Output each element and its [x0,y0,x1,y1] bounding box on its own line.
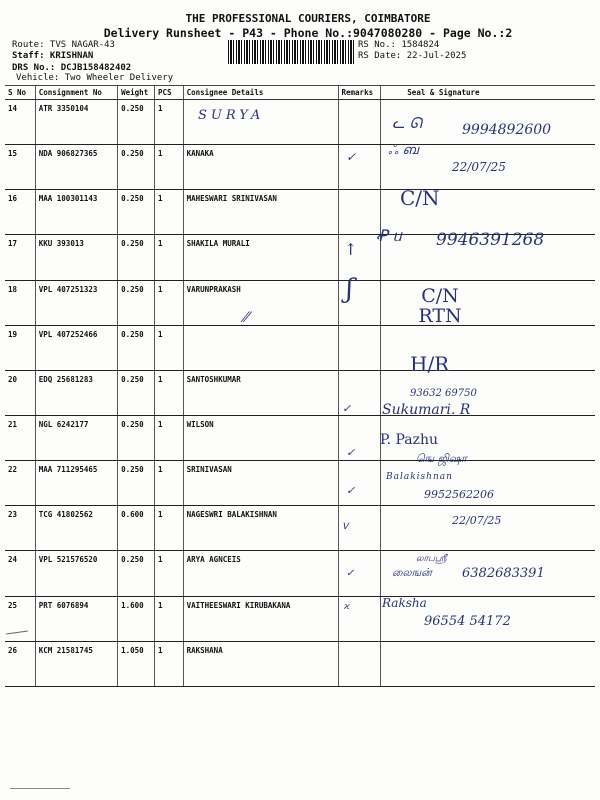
cell-consignment: VPL 407251323 [35,280,117,325]
column-header: Consignee Details [183,86,338,100]
cell-consignee: MAHESWARI SRINIVASAN [183,190,338,235]
handwritten-phone: 96554 54172 [424,614,511,629]
handwritten-remark: H/R [410,352,450,376]
cell-pcs: 1 [154,280,183,325]
cell-sno: 17 [5,235,35,280]
cell-consignment: NDA 906827365 [35,145,117,190]
column-header: PCS [154,86,183,100]
cell-consignee: NAGESWRI BALAKISHNAN [183,506,338,551]
cell-sno: 23 [5,506,35,551]
cell-sno: 20 [5,370,35,415]
drs-number: DRS No.: DCJB158482402 [12,63,132,73]
cell-pcs: 1 [154,461,183,506]
handwritten-signature-icon: ஙெ ஜிஷா [416,452,467,465]
handwritten-signature-icon: ஃ ബ [388,143,418,158]
cell-weight: 0.250 [118,235,155,280]
cell-consignee: ARYA AGNCEIS [183,551,338,596]
cell-consignment: MAA 100301143 [35,190,117,235]
bracket-mark-icon: ʃ [346,274,354,304]
cell-consignment: MAA 711295465 [35,461,117,506]
cell-pcs: 1 [154,415,183,460]
cell-weight: 0.250 [118,145,155,190]
handwritten-signature-icon: Ꝓ ᥙ [376,226,402,245]
cell-signature [381,506,595,551]
cell-pcs: 1 [154,190,183,235]
slash-mark-icon: ⁄⁄ [244,310,249,326]
handwritten-phone: 9952562206 [424,488,494,501]
handwritten-phone: 93632 69750 [410,388,477,399]
cell-consignment: NGL 6242177 [35,415,117,460]
handwritten-name: Balakishnan [386,472,453,482]
cell-sno: 18 [5,280,35,325]
handwritten-date: 22/07/25 [452,514,502,527]
handwritten-signature-icon: லாபஸ்ரீ [416,554,447,564]
table-header-row [5,86,595,100]
table-row [5,461,595,506]
cell-remarks [338,190,381,235]
company-title: THE PROFESSIONAL COURIERS, COIMBATORE [185,12,431,25]
table-row [5,415,595,460]
handwritten-phone: 9994892600 [462,122,552,138]
column-header: S No [5,86,35,100]
tick-mark-icon: ✓ [346,568,355,579]
cell-weight: 0.250 [118,415,155,460]
handwritten-phone: 6382683391 [462,566,545,581]
handwritten-signature-icon: லைஙன் [392,566,432,579]
column-header: Remarks [338,86,381,100]
table-row [5,190,595,235]
cell-remarks [338,325,381,370]
vehicle-label: Vehicle: Two Wheeler Delivery [16,73,174,83]
cell-remarks [338,100,381,145]
cell-consignment: KCM 21581745 [35,641,117,686]
cell-consignee: VARUNPRAKASH [183,280,338,325]
cell-sno: 21 [5,415,35,460]
tick-mark-icon: ✓ [346,150,357,164]
cell-consignment: ATR 3350104 [35,100,117,145]
cell-consignee: SANTOSHKUMAR [183,370,338,415]
handwritten-remark: C/N RTN [418,285,462,327]
cell-consignee: SRINIVASAN [183,461,338,506]
tick-mark-icon: ✓ [346,484,356,497]
table-row [5,641,595,686]
cell-weight: 0.250 [118,551,155,596]
cell-pcs: 1 [154,506,183,551]
cell-weight: 0.250 [118,325,155,370]
arrow-mark-icon: ↑ [344,240,358,259]
cell-weight: 0.250 [118,280,155,325]
column-header: Consignment No [35,86,117,100]
handwritten-name: P. Pazhu [380,432,439,448]
cell-consignee: WILSON [183,415,338,460]
route-label: Route: TVS NAGAR-43 [12,40,115,50]
handwritten-remark: C/N [400,186,440,210]
handwritten-name: SURYA [198,108,265,123]
cell-weight: 0.600 [118,506,155,551]
rs-number: RS No.: 1584824 [358,40,440,50]
handwritten-name: Raksha [382,596,427,610]
table-row [5,506,595,551]
cell-sno: 19 [5,325,35,370]
cell-consignee: KANAKA [183,145,338,190]
table-row [5,280,595,325]
stray-mark [10,788,70,789]
cell-consignment: EDQ 25681283 [35,370,117,415]
cell-remarks [338,415,381,460]
cell-weight: 1.600 [118,596,155,641]
cell-pcs: 1 [154,325,183,370]
cell-consignee: RAKSHANA [183,641,338,686]
cell-pcs: 1 [154,370,183,415]
cell-pcs: 1 [154,100,183,145]
cell-pcs: 1 [154,145,183,190]
column-header: Seal & Signature [381,86,595,100]
cell-consignee: VAITHEESWARI KIRUBAKANA [183,596,338,641]
column-header: Weight [118,86,155,100]
handwritten-signature-icon: ᓚ ᘏ [392,114,422,132]
cell-weight: 0.250 [118,100,155,145]
handwritten-date: 22/07/25 [452,160,506,174]
cell-sno: 25 [5,596,35,641]
table-row [5,325,595,370]
cell-weight: 1.050 [118,641,155,686]
cell-pcs: 1 [154,596,183,641]
check-mark-icon: ᐯ [342,522,349,532]
cell-consignee: SHAKILA MURALI [183,235,338,280]
staff-label: Staff: KRISHNAN [12,51,94,61]
cell-consignee [183,325,338,370]
cell-consignment: TCG 41802562 [35,506,117,551]
cell-sno: 14 [5,100,35,145]
handwritten-phone: 9946391268 [436,230,545,250]
cell-remarks [338,145,381,190]
barcode-icon [228,40,354,64]
cell-pcs: 1 [154,235,183,280]
tick-mark-icon: ✓ [346,446,356,459]
cell-consignment: PRT 6076894 [35,596,117,641]
table-row [5,145,595,190]
cell-sno: 26 [5,641,35,686]
cell-sno: 24 [5,551,35,596]
cell-sno: 15 [5,145,35,190]
cell-remarks [338,551,381,596]
cell-weight: 0.250 [118,461,155,506]
cell-remarks [338,280,381,325]
cell-weight: 0.250 [118,370,155,415]
cell-signature [381,641,595,686]
rs-date: RS Date: 22-Jul-2025 [358,51,467,61]
handwritten-name: Sukumari. R [382,402,471,418]
cell-weight: 0.250 [118,190,155,235]
runsheet-subtitle: Delivery Runsheet - P43 - Phone No.:9047080280 - Page No.:2 [103,26,513,40]
cell-remarks [338,461,381,506]
cell-pcs: 1 [154,551,183,596]
cell-consignment: VPL 521576520 [35,551,117,596]
cell-pcs: 1 [154,641,183,686]
cell-sno: 16 [5,190,35,235]
cross-mark-icon: ϰ [344,602,350,612]
cell-consignment: VPL 407252466 [35,325,117,370]
cell-sno: 22 [5,461,35,506]
cell-consignment: KKU 393013 [35,235,117,280]
tick-mark-icon: ✓ [342,402,352,415]
table-row [5,370,595,415]
delivery-table [5,86,595,687]
cell-remarks [338,641,381,686]
